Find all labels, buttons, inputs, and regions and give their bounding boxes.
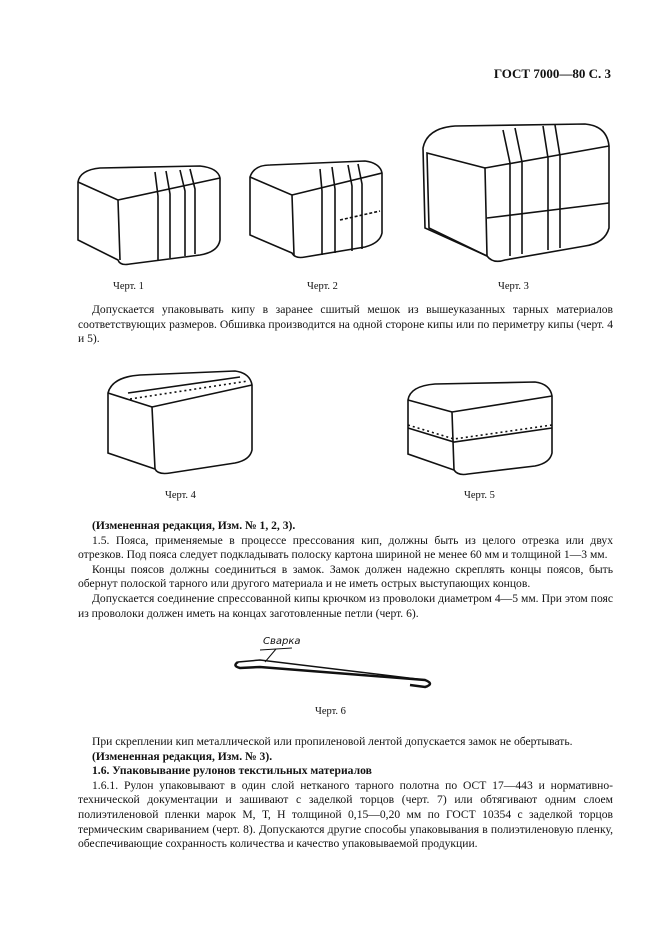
figure-3-caption: Черт. 3: [498, 281, 529, 292]
figure-6-wire-hook: [230, 640, 440, 695]
figure-3-bale: [415, 118, 615, 273]
section-1-6: [78, 735, 613, 852]
section-heading: 1.6. Упаковывание рулонов текстильных материалов: [92, 764, 372, 778]
paragraph-1: Допускается упаковывать кипу в заранее сшитый мешок из вышеуказанных тарных материалов соответствующих размеров. Обшивка производится на одной стороне кипы или по периметру кипы (черт. 4 и 5).: [78, 303, 613, 346]
paragraph: Концы поясов должны соединиться в замок. Замок должен надежно скреплять концы поясов, быть обернут полоской тарного или другого материала и не иметь острых выступающих концов.: [78, 562, 613, 591]
figure-6-caption: Черт. 6: [315, 706, 346, 717]
paragraph: 1.6.1. Рулон упаковывают в один слой нетканого тарного полотна по ОСТ 17—443 и нормативно-технической документации и зашивают с заделкой торцов (черт. 7) или обтягивают одним слоем полиэтиленовой пленки марок М, Т, Н толщиной 0,15—0,20 мм по ГОСТ 10354 с заделкой торцов термическим свариванием (черт. 8). Допускаются другие способы упаковывания в полиэтиленовую пленку, обеспечивающие сохранность количества и качество упаковываемой продукции.: [78, 778, 613, 851]
figure-2-bale: [240, 155, 390, 270]
section-1-5: [78, 519, 613, 621]
figure-2-caption: Черт. 2: [307, 281, 338, 292]
paragraph: 1.5. Пояса, применяемые в процессе прессования кип, должны быть из целого отрезка или двух отрезков. Под пояса следует подкладывать полоску картона шириной не менее 60 мм и толщиной 1—3 мм.: [78, 533, 613, 562]
figure-1-bale: [70, 160, 230, 275]
amendment-note: (Измененная редакция, Изм. № 1, 2, 3).: [92, 519, 296, 532]
figure-5-caption: Черт. 5: [464, 490, 495, 501]
figure-1-caption: Черт. 1: [113, 281, 144, 292]
figure-5-bale: [400, 378, 560, 478]
weld-label: Сварка: [263, 636, 301, 647]
page-header: ГОСТ 7000—80 С. 3: [493, 66, 611, 81]
amendment-note: (Измененная редакция, Изм. № 3).: [92, 749, 273, 763]
paragraph: При скреплении кип металлической или пропиленовой лентой допускается замок не обертывать.: [92, 735, 573, 748]
figure-4-bale: [100, 365, 260, 480]
figure-4-caption: Черт. 4: [165, 490, 196, 501]
paragraph: Допускается соединение спрессованной кипы крючком из проволоки диаметром 4—5 мм. При этом пояс из проволоки должен иметь на концах заготовленные петли (черт. 6).: [78, 591, 613, 620]
